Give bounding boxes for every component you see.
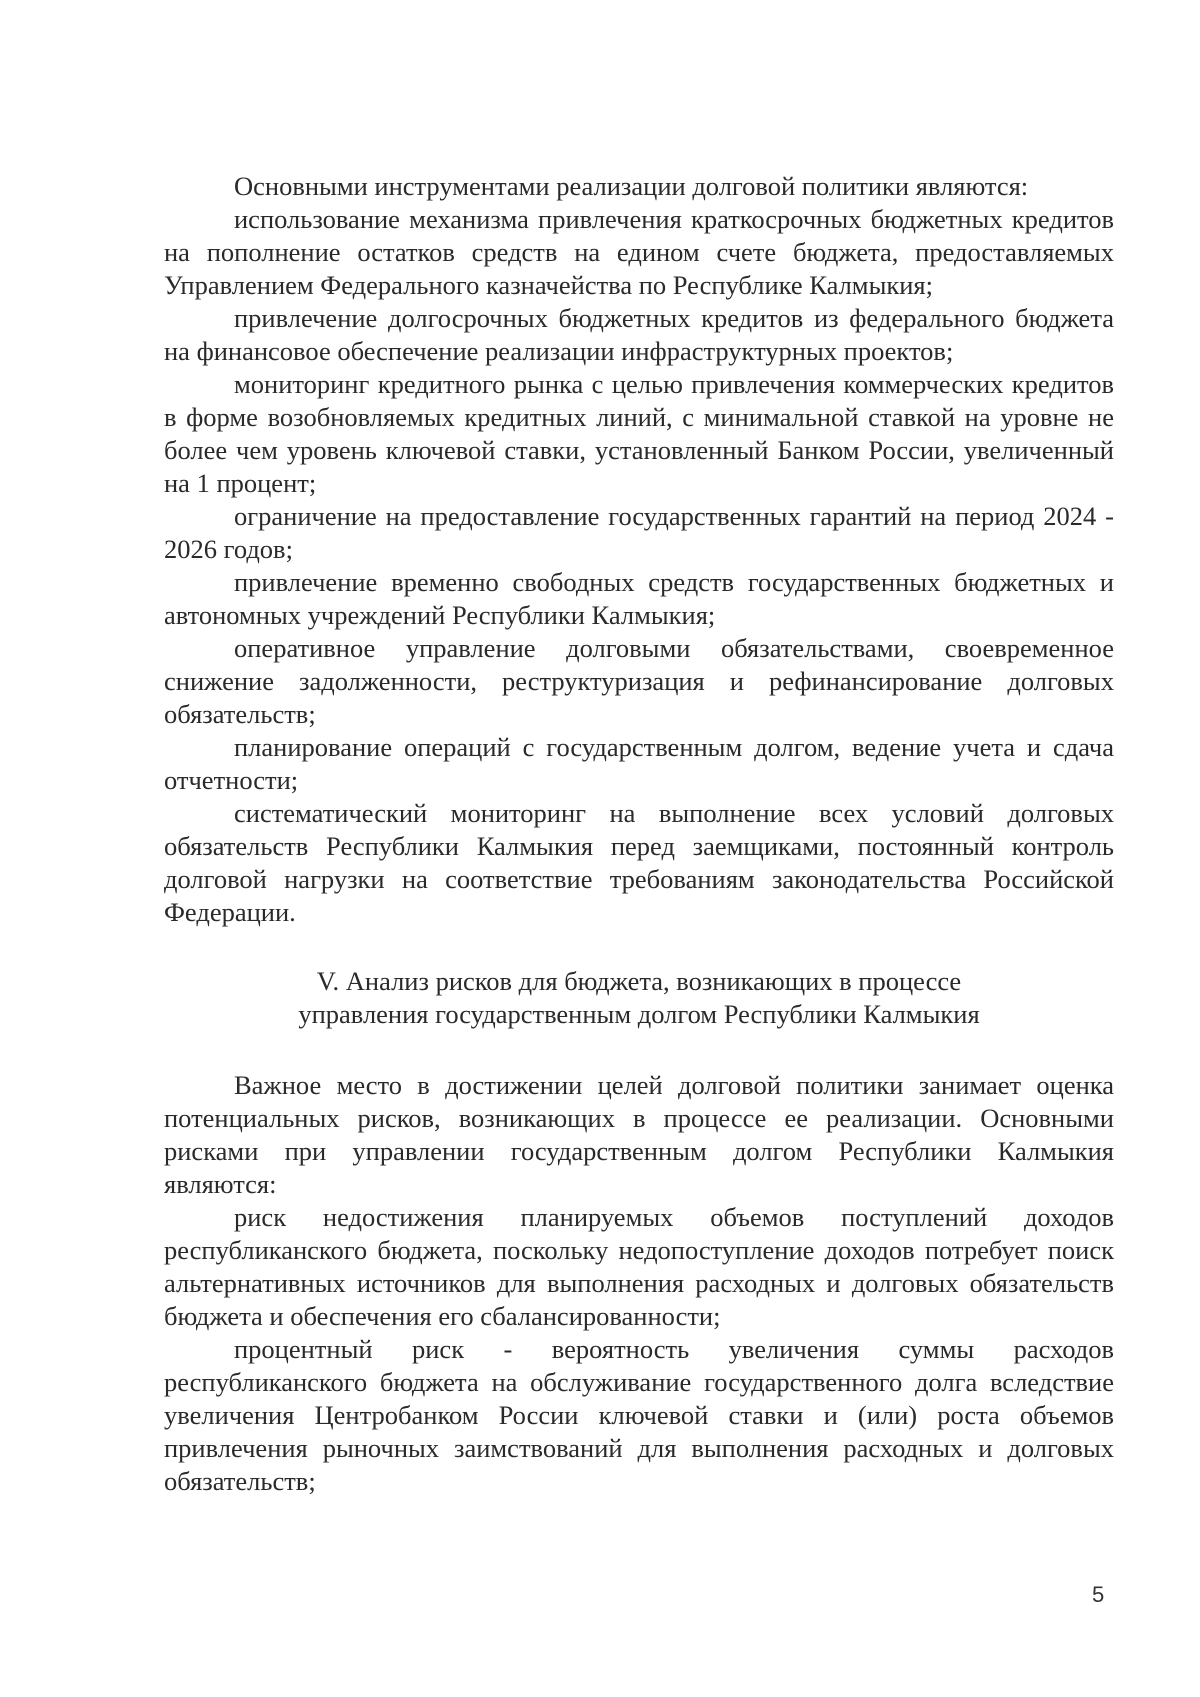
list-item-planning: планирование операций с государственным долгом, ведение учета и сдача отчетности; bbox=[164, 732, 1114, 795]
page-number: 5 bbox=[1092, 1582, 1105, 1607]
list-item-revenue-risk: риск недостижения планируемых объемов поступлений доходов республиканского бюджета, поскольку недопоступление доходов потребует поиск альтернативных источников для выполнения расходных и долговых обязательств бюджета и обеспечения его сбалансированности; bbox=[164, 1202, 1114, 1331]
section-heading-line-2: управления государственным долгом Республики Калмыкия bbox=[298, 999, 980, 1029]
list-item-operational-management: оперативное управление долговыми обязательствами, своевременное снижение задолженности, реструктуризация и рефинансирование долговых обязательств; bbox=[164, 633, 1114, 729]
section-heading-line-1: V. Анализ рисков для бюджета, возникающих в процессе bbox=[316, 966, 962, 996]
paragraph-intro: Основными инструментами реализации долговой политики являются: bbox=[234, 171, 1029, 201]
list-item-guarantees-limit: ограничение на предоставление государственных гарантий на период 2024 - 2026 годов; bbox=[164, 501, 1114, 564]
paragraph-risks-intro: Важное место в достижении целей долговой политики занимает оценка потенциальных рисков, возникающих в процессе ее реализации. Основными рисками при управлении государственным долгом Республики Калмыкия являются: bbox=[164, 1070, 1114, 1199]
list-item-free-funds: привлечение временно свободных средств государственных бюджетных и автономных учреждений Республики Калмыкия; bbox=[164, 567, 1114, 630]
section-heading bbox=[164, 965, 1114, 1031]
list-item-credit-market-monitoring: мониторинг кредитного рынка с целью привлечения коммерческих кредитов в форме возобновляемых кредитных линий, с минимальной ставкой на уровне не более чем уровень ключевой ставки, установленный Банком России, увеличенный на 1 процент; bbox=[164, 369, 1114, 498]
list-item-short-term-credits: использование механизма привлечения краткосрочных бюджетных кредитов на пополнение остатков средств на едином счете бюджета, предоставляемых Управлением Федерального казначейства по Республике Калмыкия; bbox=[164, 204, 1114, 300]
list-item-long-term-credits: привлечение долгосрочных бюджетных кредитов из федерального бюджета на финансовое обеспечение реализации инфраструктурных проектов; bbox=[164, 303, 1114, 366]
list-item-systematic-monitoring: систематический мониторинг на выполнение всех условий долговых обязательств Республики Калмыкия перед заемщиками, постоянный контроль долговой нагрузки на соответствие требованиям законодательства Российской Федерации. bbox=[164, 798, 1114, 927]
list-item-interest-risk: процентный риск - вероятность увеличения суммы расходов республиканского бюджета на обслуживание государственного долга вследствие увеличения Центробанком России ключевой ставки и (или) роста объемов привлечения рыночных заимствований для выполнения расходных и долговых обязательств; bbox=[164, 1334, 1114, 1496]
document-body bbox=[164, 170, 1114, 1498]
